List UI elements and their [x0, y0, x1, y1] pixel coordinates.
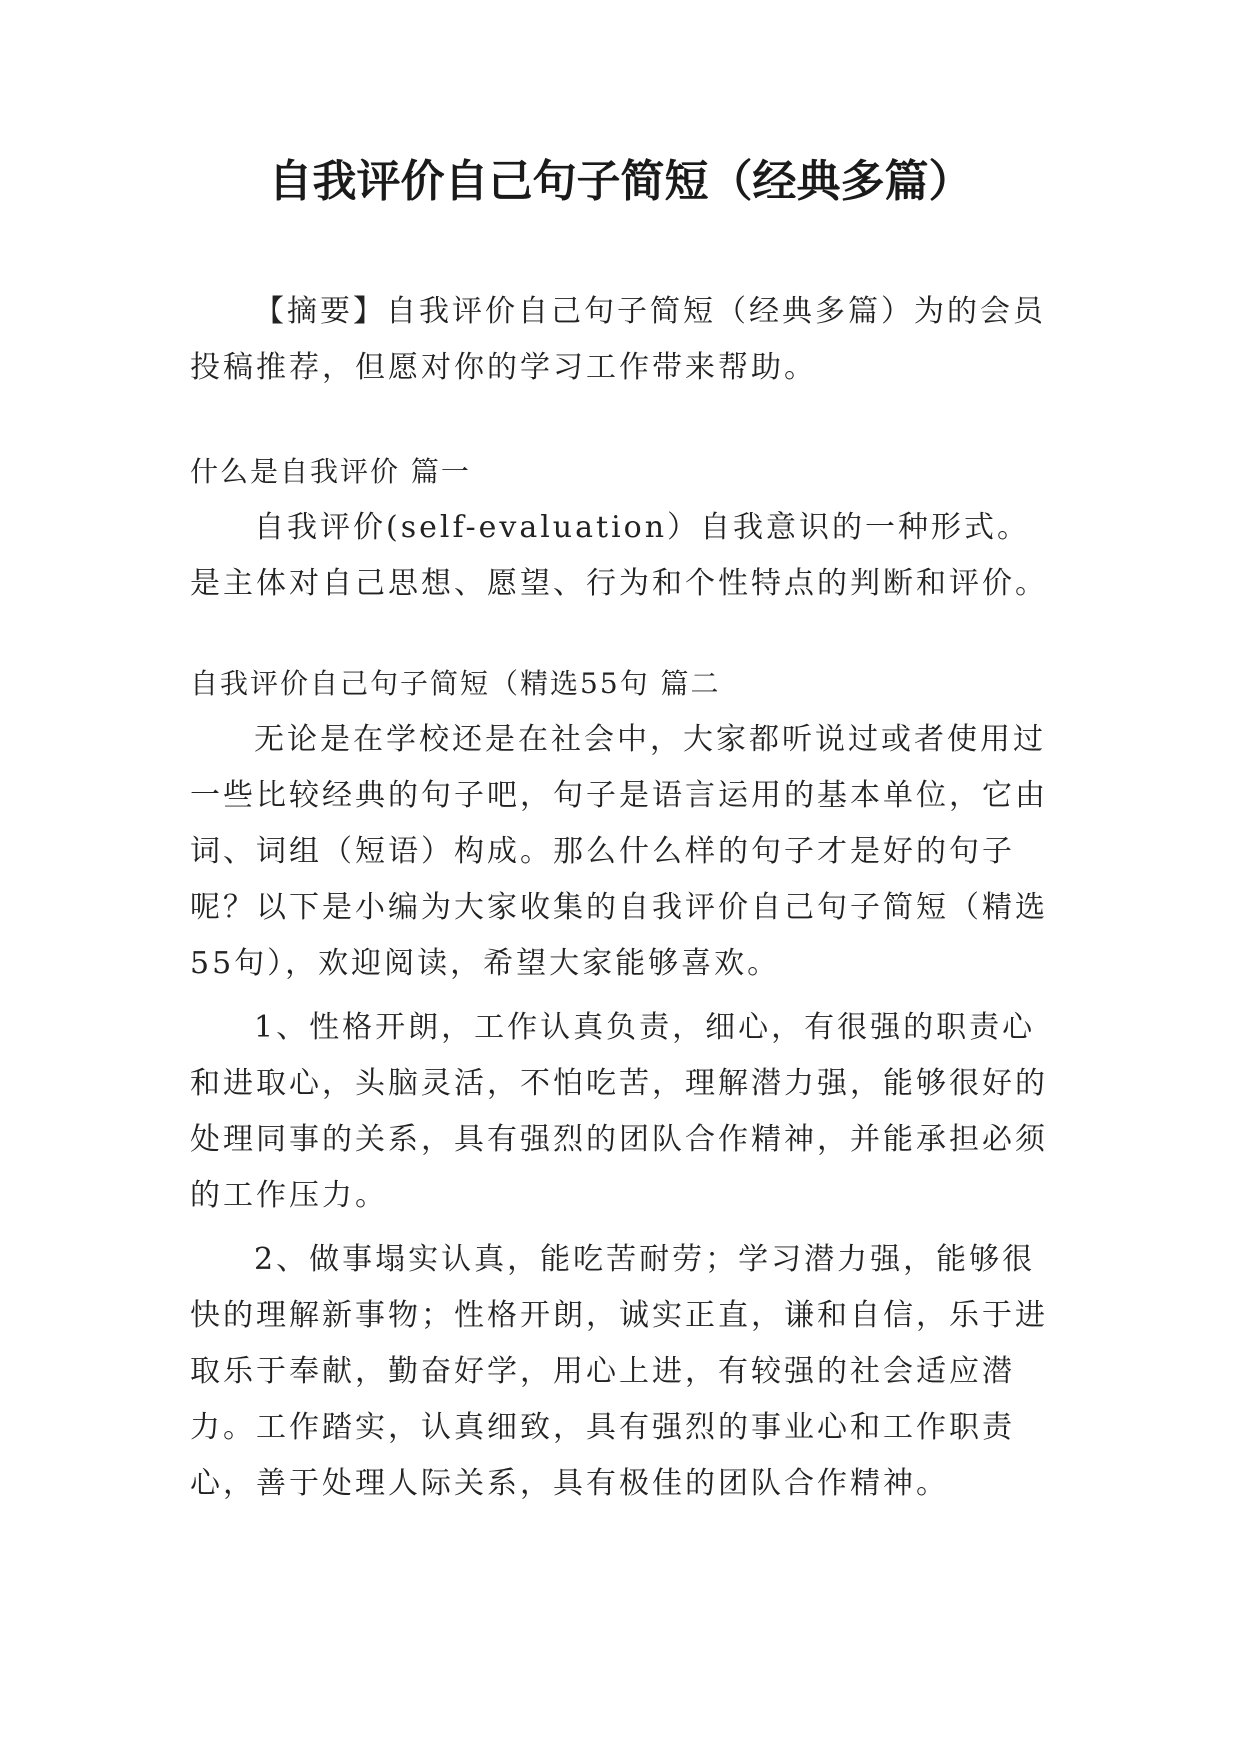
spacer — [190, 992, 1056, 1000]
document-title: 自我评价自己句子简短（经典多篇） — [268, 156, 973, 207]
spacer — [190, 396, 1056, 444]
section-2-item: 1、性格开朗，工作认真负责，细心，有很强的职责心和进取心，头脑灵活，不怕吃苦，理解潜力强，能够很好的处理同事的关系，具有强烈的团队合作精神，并能承担必须的工作压力。 — [190, 1010, 1048, 1213]
spacer — [190, 1224, 1056, 1232]
document-body — [190, 284, 1056, 1512]
section-2-item: 2、做事塌实认真，能吃苦耐劳；学习潜力强，能够很快的理解新事物；性格开朗，诚实正直，谦和自信，乐于进取乐于奉献，勤奋好学，用心上进，有较强的社会适应潜力。工作踏实，认真细致，具有强烈的事业心和工作职责心，善于处理人际关系，具有极佳的团队合作精神。 — [190, 1242, 1048, 1501]
section-1-paragraph: 自我评价(self-evaluation）自我意识的一种形式。是主体对自己思想、愿望、行为和个性特点的判断和评价。 — [190, 510, 1048, 601]
section-heading-1: 什么是自我评价 篇一 — [190, 455, 471, 488]
section-2-paragraph: 无论是在学校还是在社会中，大家都听说过或者使用过一些比较经典的句子吧，句子是语言运用的基本单位，它由词、词组（短语）构成。那么什么样的句子才是好的句子呢？以下是小编为大家收集的自我评价自己句子简短（精选55句），欢迎阅读，希望大家能够喜欢。 — [190, 722, 1048, 981]
section-heading-2: 自我评价自己句子简短（精选55句 篇二 — [190, 667, 721, 700]
summary-paragraph: 【摘要】自我评价自己句子简短（经典多篇）为的会员投稿推荐，但愿对你的学习工作带来帮助。 — [190, 294, 1046, 385]
spacer — [190, 612, 1056, 656]
